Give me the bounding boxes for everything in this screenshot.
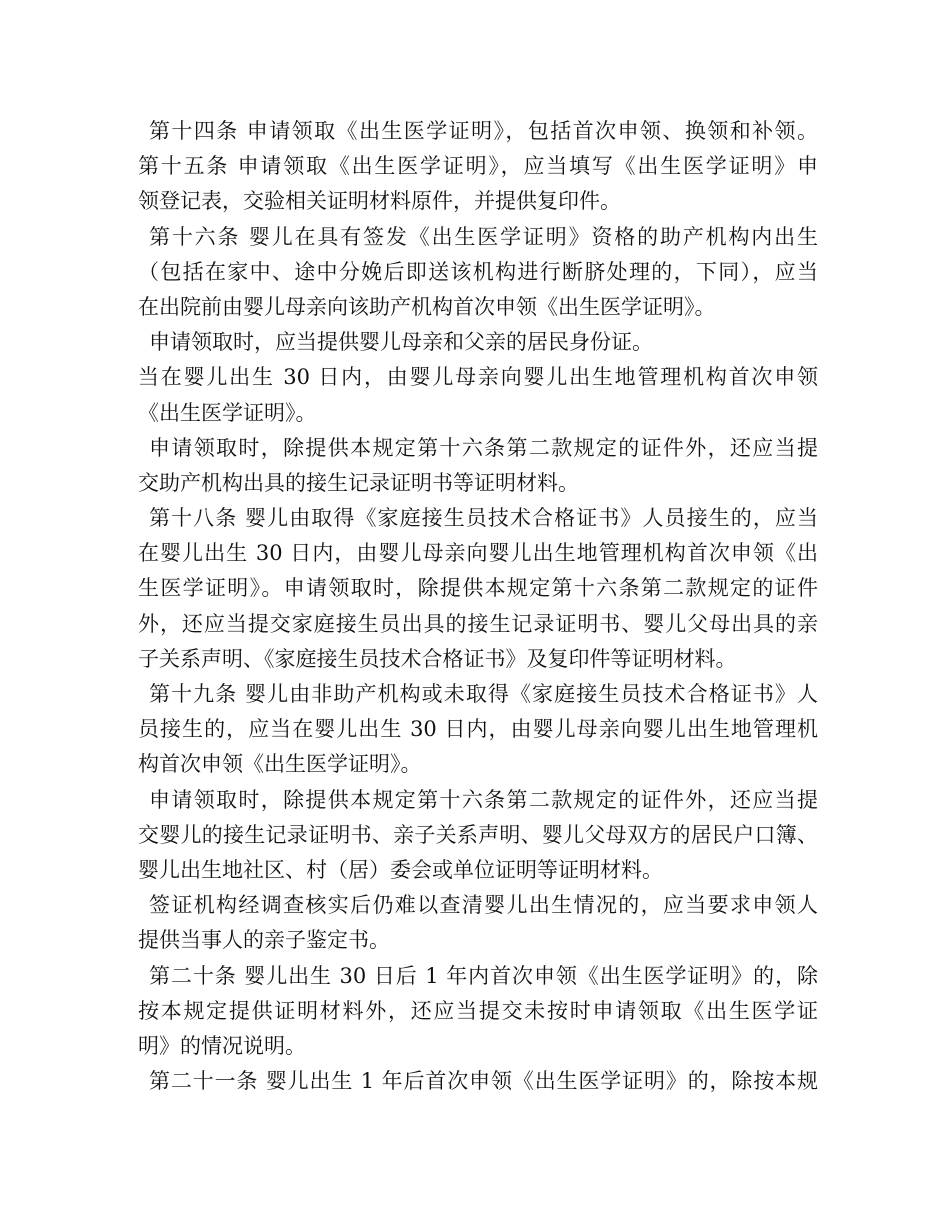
text-line: 第十四条 申请领取《出生医学证明》，包括首次申领、换领和补领。 xyxy=(149,119,818,143)
text-line: 在婴儿出生 30 日内，由婴儿母亲向婴儿出生地管理机构首次申领《出 xyxy=(138,541,818,566)
text-line: 构首次申领《出生医学证明》。 xyxy=(138,752,422,777)
text-line: 按本规定提供证明材料外，还应当提交未按时申请领取《出生医学证 xyxy=(138,998,818,1023)
text-line: 《出生医学证明》。 xyxy=(138,400,317,425)
text-line: 申请领取时，除提供本规定第十六条第二款规定的证件外，还应当提 xyxy=(149,787,818,812)
text-line: 第十八条 婴儿由取得《家庭接生员技术合格证书》人员接生的，应当 xyxy=(149,506,818,531)
text-line: 交助产机构出具的接生记录证明书等证明材料。 xyxy=(138,470,579,495)
text-line: 在出院前由婴儿母亲向该助产机构首次申领《出生医学证明》。 xyxy=(138,294,716,319)
text-line: 外，还应当提交家庭接生员出具的接生记录证明书、婴儿父母出具的亲 xyxy=(138,611,818,636)
text-line: 签证机构经调查核实后仍难以查清婴儿出生情况的，应当要求申领人 xyxy=(149,893,818,918)
text-line: 领登记表，交验相关证明材料原件，并提供复印件。 xyxy=(138,189,621,214)
text-line: 生医学证明》。申请领取时，除提供本规定第十六条第二款规定的证件 xyxy=(138,576,818,601)
text-line: 明》的情况说明。 xyxy=(138,1033,306,1058)
text-line: 第十九条 婴儿由非助产机构或未取得《家庭接生员技术合格证书》人 xyxy=(149,682,818,706)
text-line: 婴儿出生地社区、村（居）委会或单位证明等证明材料。 xyxy=(138,857,663,882)
document-body xyxy=(138,114,818,1099)
text-line: （包括在家中、途中分娩后即送该机构进行断脐处理的，下同），应当 xyxy=(138,259,818,284)
text-line: 当在婴儿出生 30 日内，由婴儿母亲向婴儿出生地管理机构首次申领 xyxy=(138,365,818,390)
text-line: 员接生的，应当在婴儿出生 30 日内，由婴儿母亲向婴儿出生地管理机 xyxy=(138,717,818,742)
text-line: 第十六条 婴儿在具有签发《出生医学证明》资格的助产机构内出生 xyxy=(149,224,818,249)
text-line: 交婴儿的接生记录证明书、亲子关系声明、婴儿父母双方的居民户口簿、 xyxy=(138,822,818,847)
text-line: 子关系声明、《家庭接生员技术合格证书》及复印件等证明材料。 xyxy=(138,646,737,671)
text-line: 申请领取时，除提供本规定第十六条第二款规定的证件外，还应当提 xyxy=(149,435,818,460)
text-line: 提供当事人的亲子鉴定书。 xyxy=(138,928,390,953)
text-line: 第二十条 婴儿出生 30 日后 1 年内首次申领《出生医学证明》的，除 xyxy=(149,963,818,988)
text-line: 申请领取时，应当提供婴儿母亲和父亲的居民身份证。 xyxy=(149,330,653,355)
text-line: 第十五条 申请领取《出生医学证明》，应当填写《出生医学证明》申 xyxy=(138,154,818,179)
text-line: 第二十一条 婴儿出生 1 年后首次申领《出生医学证明》的，除按本规 xyxy=(149,1069,818,1094)
